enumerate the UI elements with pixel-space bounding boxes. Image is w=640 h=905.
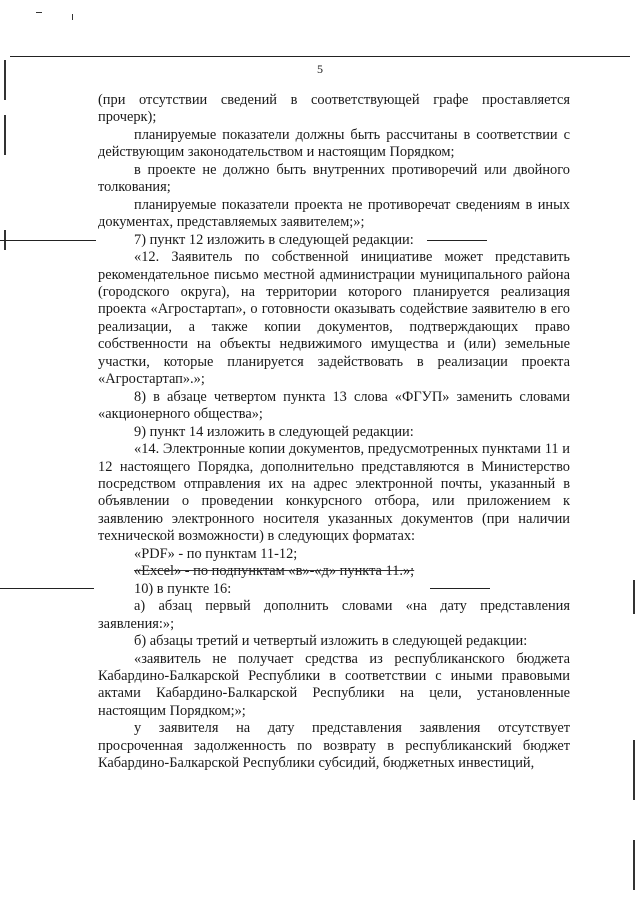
document-body [98, 92, 570, 773]
paragraph: 8) в абзаце четвертом пункта 13 слова «ФГУП» заменить словами «акционерного общества»; [98, 388, 570, 423]
paragraph: 9) пункт 14 изложить в следующей редакции: [134, 423, 414, 440]
paragraph: а) абзац первый дополнить словами «на дату представления заявления:»; [98, 598, 570, 632]
paragraph: (при отсутствии сведений в соответствующей графе проставляется прочерк); [98, 92, 570, 126]
paragraph: «заявитель не получает средства из республиканского бюджета Кабардино-Балкарской Республики в соответствии с иными правовыми актами Кабардино-Балкарской Республики на цели, установленные настоящим Порядком;»; [98, 650, 570, 719]
scan-left-mark [4, 115, 6, 155]
scan-midline [0, 588, 94, 589]
paragraph: планируемые показатели проекта не противоречат сведениям в иных документах, представляемых заявителем;»; [98, 196, 570, 231]
page-number: 5 [317, 62, 323, 76]
paragraph: 10) в пункте 16: [134, 580, 232, 597]
paragraph: б) абзацы третий и четвертый изложить в следующей редакции: [134, 633, 528, 650]
scan-right-mark [633, 840, 635, 890]
scan-corner-mark [72, 14, 73, 20]
scan-midline [0, 240, 96, 241]
paragraph: в проекте не должно быть внутренних противоречий или двойного толкования; [98, 161, 570, 196]
paragraph: «12. Заявитель по собственной инициативе может представить рекомендательное письмо местной администрации муниципального района (городского округа), на территории которого планируется реализация проекта «Агростартап», о готовности оказывать содействие заявителю в его реализации, а также копии документов, подтверждающих право собственности на объекты недвижимого имущества и (или) земельные участки, которые планируется задействовать в реализации проекта «Агростартап».»; [98, 249, 570, 388]
scan-right-mark [633, 740, 635, 800]
paragraph: «PDF» - по пунктам 11-12; [134, 545, 298, 562]
scan-right-mark [633, 580, 635, 614]
paragraph: 7) пункт 12 изложить в следующей редакции: [134, 231, 414, 248]
scan-corner-mark [36, 12, 42, 13]
paragraph: «Excel» - по подпунктам «в»-«д» пункта 11.»; [134, 563, 415, 580]
paragraph: планируемые показатели должны быть рассчитаны в соответствии с действующим законодательством и настоящим Порядком; [98, 126, 570, 161]
scan-top-rule [10, 56, 630, 57]
paragraph: «14. Электронные копии документов, предусмотренных пунктами 11 и 12 настоящего Порядка, дополнительно представляются в Министерство посредством отправления их на адрес электронной почты, указанный в объявлении о проведении конкурсного отбора, или приложением к заявлению электронного носителя указанных документов (при наличии технической возможности) в следующих форматах: [98, 441, 570, 545]
paragraph: у заявителя на дату представления заявления отсутствует просроченная задолженность по возврату в республиканский бюджет Кабардино-Балкарской Республики субсидий, бюджетных инвестиций, [98, 720, 570, 772]
